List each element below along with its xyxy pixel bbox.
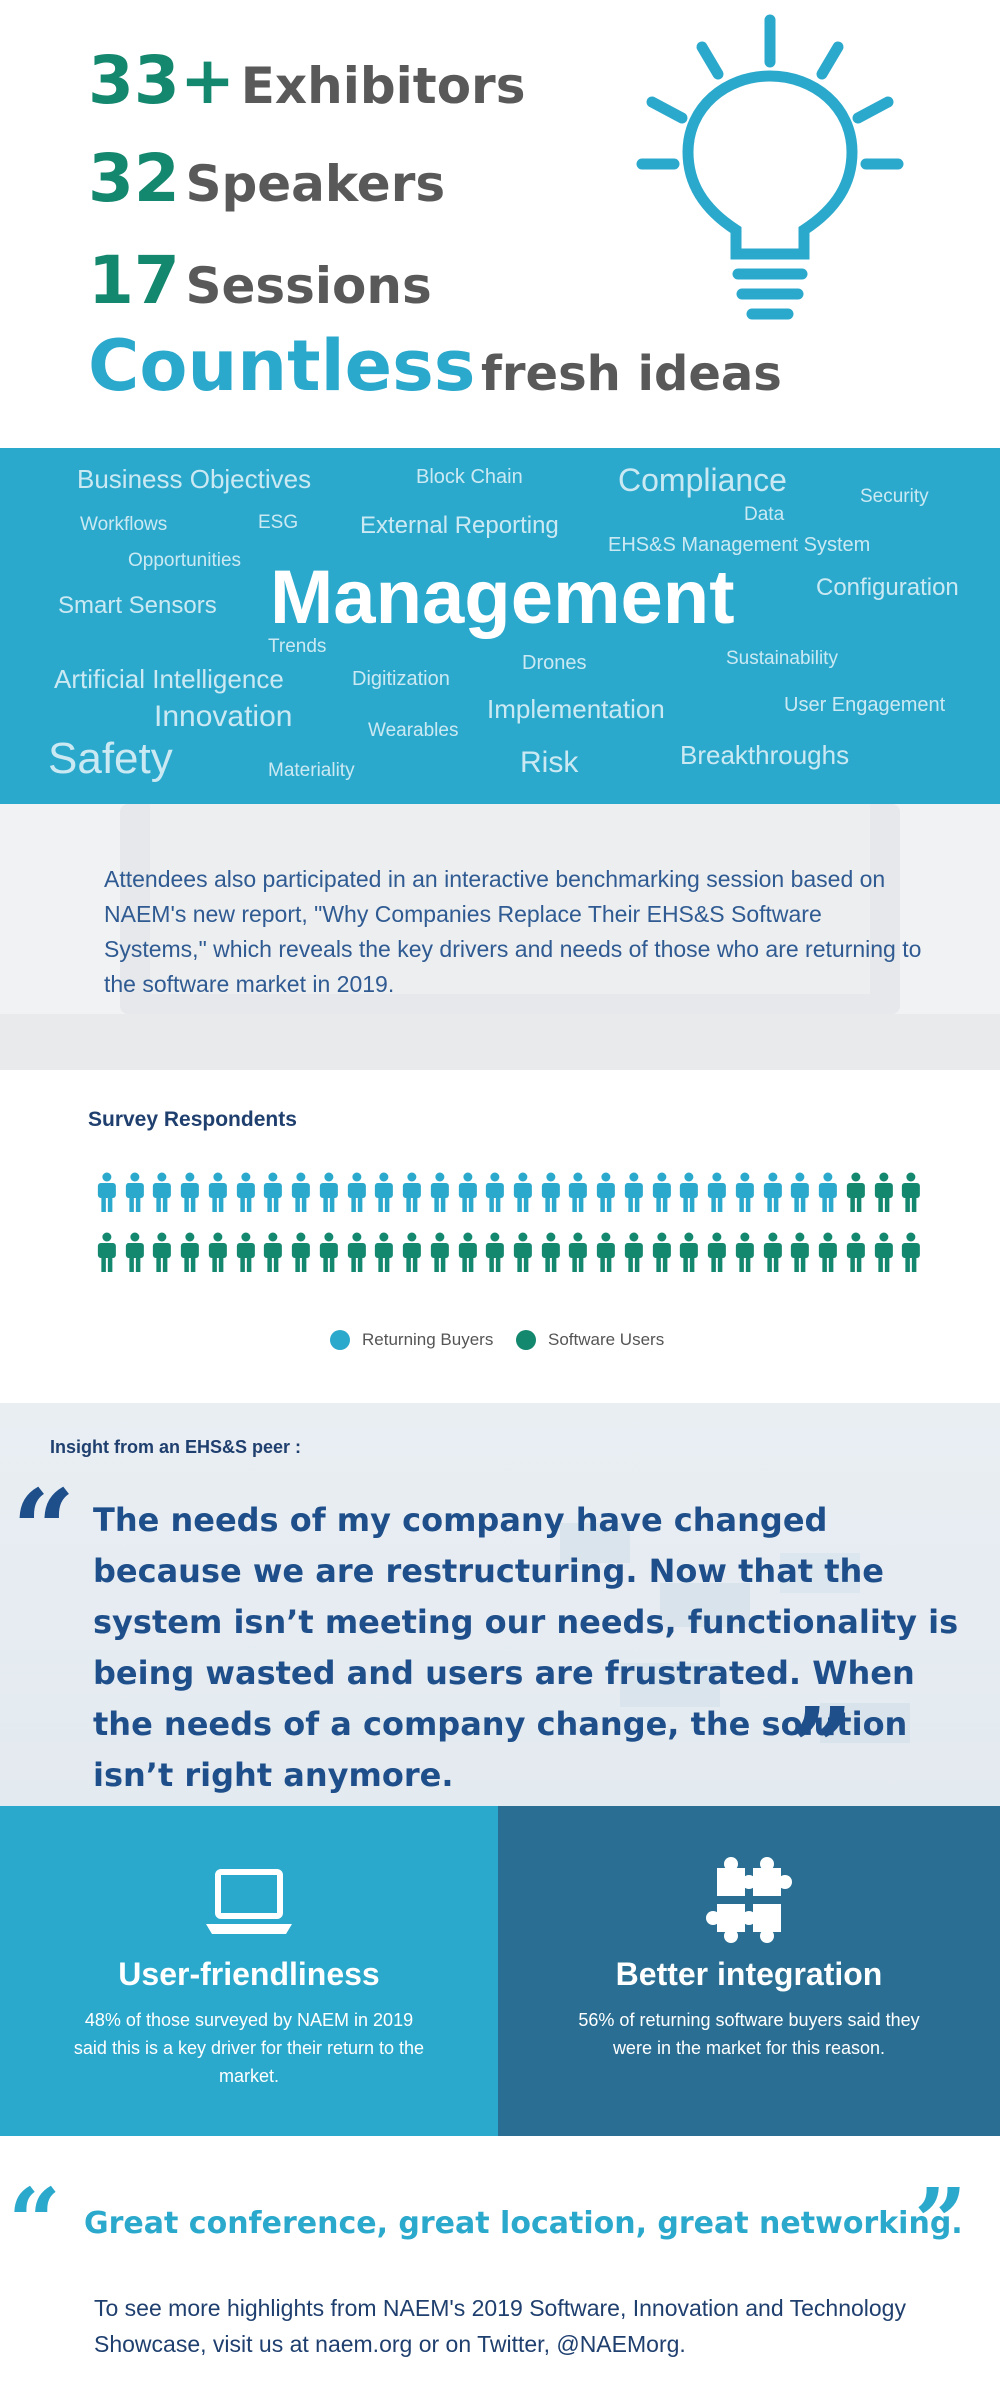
person-icon (510, 1232, 536, 1272)
word-cloud (0, 448, 1000, 804)
benchmark-text: Attendees also participated in an interactive benchmarking session based on NAEM's new report, "Why Companies Replace Their EHS&S Software Systems," which reveals the key drivers and needs of those who are returning to the software market in 2019. (104, 866, 922, 997)
cloud-word: Smart Sensors (58, 592, 217, 619)
close-quote-icon: ” (790, 1683, 854, 1806)
stat-number: 32 (88, 140, 180, 217)
insight-label: Insight from an EHS&S peer : (50, 1437, 302, 1457)
person-icon (676, 1172, 702, 1212)
person-icon (815, 1172, 841, 1212)
cloud-word: Breakthroughs (680, 740, 850, 770)
person-icon (510, 1172, 536, 1212)
person-icon (732, 1232, 758, 1272)
person-icon (815, 1232, 841, 1272)
person-icon (676, 1232, 702, 1272)
stat-sessions (88, 242, 432, 319)
pictogram-row (94, 1232, 924, 1274)
open-quote-icon: “ (12, 1465, 76, 1594)
person-icon (205, 1232, 231, 1272)
person-icon (316, 1172, 342, 1212)
person-icon (344, 1232, 370, 1272)
legend-returning-buyers (330, 1330, 493, 1350)
cloud-word: Configuration (816, 574, 959, 601)
person-icon (649, 1172, 675, 1212)
person-icon (732, 1172, 758, 1212)
person-icon (260, 1232, 286, 1272)
person-icon (371, 1172, 397, 1212)
cloud-word: Implementation (487, 694, 665, 724)
open-quote-icon: “ (8, 2168, 61, 2276)
person-icon (704, 1172, 730, 1212)
insight-quote: The needs of my company have changed because we are restructuring. Now that the system isn’t meeting our needs, functionality is being wasted and users are frustrated. When the needs of a company change, the solution isn’t right anymore. (93, 1501, 959, 1794)
laptop-icon (204, 1868, 294, 1938)
puzzle-icon (703, 1854, 795, 1946)
person-icon (621, 1172, 647, 1212)
person-icon (787, 1232, 813, 1272)
person-icon (122, 1172, 148, 1212)
cloud-word: Business Objectives (77, 464, 312, 494)
cloud-word: Digitization (352, 668, 450, 690)
cloud-word: Innovation (154, 700, 293, 733)
person-icon (787, 1172, 813, 1212)
survey-pictogram (94, 1172, 924, 1292)
person-icon (149, 1232, 175, 1272)
person-icon (760, 1232, 786, 1272)
cloud-word: Data (744, 504, 785, 525)
person-icon (122, 1232, 148, 1272)
person-icon (427, 1232, 453, 1272)
person-icon (843, 1172, 869, 1212)
person-icon (288, 1172, 314, 1212)
insight-section (0, 1403, 1000, 1806)
panel-title: Better integration (615, 1956, 883, 1992)
person-icon (593, 1232, 619, 1272)
cloud-word: Security (860, 486, 929, 507)
legend-label: Returning Buyers (362, 1330, 494, 1349)
benchmark-section (0, 804, 1000, 1070)
stat-label: Exhibitors (240, 57, 526, 115)
stat-label: fresh ideas (480, 346, 782, 402)
person-icon (898, 1232, 924, 1272)
person-icon (593, 1172, 619, 1212)
person-icon (482, 1172, 508, 1212)
cloud-word: Wearables (368, 720, 459, 741)
cloud-word: Materiality (268, 760, 355, 781)
survey-title: Survey Respondents (88, 1108, 297, 1131)
person-icon (233, 1172, 259, 1212)
panel-better-integration (498, 1806, 1000, 2136)
cloud-word: Block Chain (416, 466, 523, 488)
person-icon (177, 1232, 203, 1272)
person-icon (288, 1232, 314, 1272)
person-icon (399, 1232, 425, 1272)
person-icon (233, 1232, 259, 1272)
cloud-word: Compliance (618, 462, 787, 498)
person-icon (427, 1172, 453, 1212)
person-icon (371, 1232, 397, 1272)
lightbulb-icon (630, 12, 910, 342)
cloud-word: EHS&S Management System (608, 534, 871, 556)
person-icon (177, 1172, 203, 1212)
person-icon (538, 1232, 564, 1272)
cloud-word: Drones (522, 652, 587, 674)
panel-user-friendliness (0, 1806, 498, 2136)
person-icon (704, 1232, 730, 1272)
person-icon (649, 1232, 675, 1272)
cloud-word: Trends (268, 636, 327, 657)
person-icon (455, 1172, 481, 1212)
legend-swatch (516, 1330, 536, 1350)
cloud-word: External Reporting (360, 512, 559, 539)
cloud-word: Safety (48, 734, 173, 783)
panel-text: 56% of returning software buyers said they were in the market for this reason. (578, 2010, 920, 2058)
person-icon (565, 1172, 591, 1212)
person-icon (205, 1172, 231, 1212)
legend-software-users (516, 1330, 664, 1350)
person-icon (871, 1172, 897, 1212)
cloud-word: Sustainability (726, 648, 838, 669)
legend-swatch (330, 1330, 350, 1350)
cloud-word: Opportunities (128, 550, 242, 571)
close-quote-icon: ” (914, 2168, 967, 2276)
stat-label: Speakers (185, 155, 446, 213)
person-icon (316, 1232, 342, 1272)
panel-text: 48% of those surveyed by NAEM in 2019 said this is a key driver for their return to the market. (73, 2010, 425, 2086)
legend-label: Software Users (548, 1330, 665, 1349)
stat-label: Sessions (185, 257, 432, 315)
person-icon (871, 1232, 897, 1272)
cloud-word: Artificial Intelligence (54, 664, 284, 694)
stat-number: 33+ (88, 42, 236, 119)
panel-title: User-friendliness (118, 1956, 380, 1992)
footer-text: To see more highlights from NAEM's 2019 Software, Innovation and Technology Showcase, visit us at naem.org or on Twitter, @NAEMorg. (94, 2295, 906, 2357)
person-icon (149, 1172, 175, 1212)
cloud-word: ESG (258, 512, 299, 533)
cloud-word: User Engagement (784, 694, 946, 716)
person-icon (843, 1232, 869, 1272)
stat-number: Countless (88, 325, 476, 407)
person-icon (898, 1172, 924, 1212)
person-icon (94, 1172, 120, 1212)
person-icon (260, 1172, 286, 1212)
person-icon (760, 1172, 786, 1212)
cloud-word-main: Management (270, 555, 735, 640)
bottom-quote: Great conference, great location, great networking. (84, 2206, 963, 2241)
person-icon (94, 1232, 120, 1272)
person-icon (482, 1232, 508, 1272)
person-icon (621, 1232, 647, 1272)
stat-speakers (88, 140, 445, 217)
cloud-word: Risk (520, 746, 579, 779)
person-icon (565, 1232, 591, 1272)
pictogram-row (94, 1172, 924, 1214)
person-icon (455, 1232, 481, 1272)
person-icon (344, 1172, 370, 1212)
cloud-word: Workflows (80, 514, 168, 535)
person-icon (538, 1172, 564, 1212)
stat-number: 17 (88, 242, 180, 319)
stat-exhibitors (88, 42, 525, 119)
person-icon (399, 1172, 425, 1212)
